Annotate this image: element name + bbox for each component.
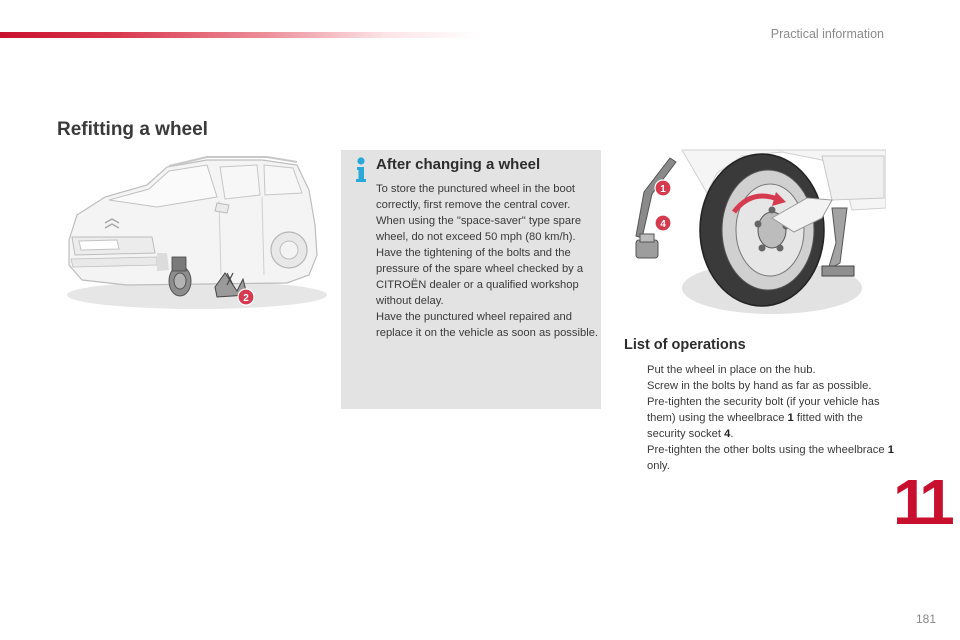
callout-4: 4 [660, 219, 666, 230]
operation-item: Put the wheel in place on the hub. [647, 364, 816, 376]
operations-list [624, 362, 894, 474]
car-illustration [57, 145, 337, 320]
info-paragraph: Have the punctured wheel repaired and replace it on the vehicle as soon as possible. [376, 311, 599, 339]
info-box-body [376, 181, 600, 341]
header-accent-bar [0, 32, 480, 38]
chapter-number: 11 [893, 466, 949, 538]
page-number: 181 [915, 612, 936, 626]
info-box-title: After changing a wheel [376, 156, 541, 173]
page-title: Refitting a wheel [57, 119, 208, 140]
info-paragraph: When using the "space-saver" type spare wheel, do not exceed 50 mph (80 km/h). [376, 215, 582, 243]
wheel-illustration [622, 148, 886, 320]
callout-1: 1 [660, 184, 666, 195]
operation-item: Screw in the bolts by hand as far as possible. [647, 380, 872, 392]
info-box [341, 150, 601, 409]
section-label: Practical information [770, 27, 884, 41]
info-paragraph: Have the tightening of the bolts and the pressure of the spare wheel checked by a CITROËN dealer or a qualified workshop without delay. [376, 247, 584, 307]
operation-item: Pre-tighten the security bolt (if your vehicle has them) using the wheelbrace 1 fitted with the security socket 4. [647, 396, 880, 440]
operation-item: Pre-tighten the other bolts using the wheelbrace 1 only. [647, 444, 894, 472]
info-paragraph: To store the punctured wheel in the boot correctly, first remove the central cover. [376, 183, 576, 211]
operations-title: List of operations [624, 337, 746, 353]
info-icon [353, 156, 369, 184]
callout-2: 2 [243, 293, 249, 304]
